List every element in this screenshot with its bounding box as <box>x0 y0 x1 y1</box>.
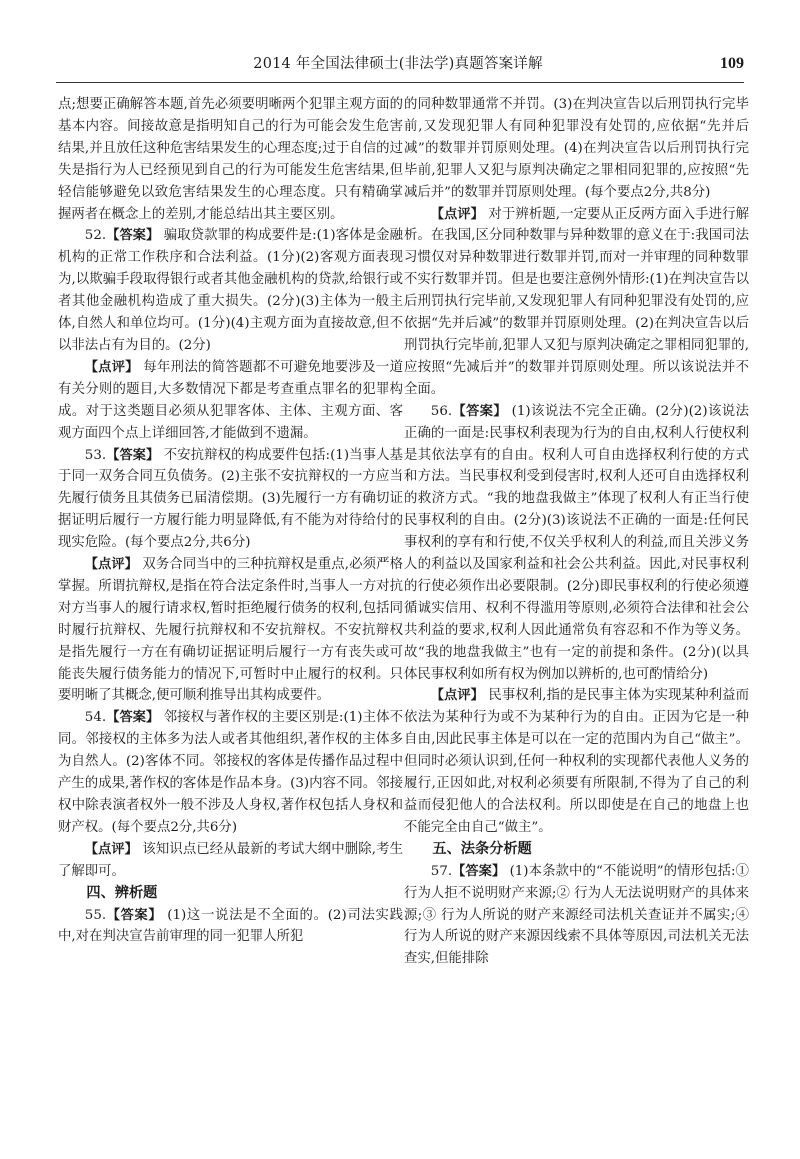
answer-tag: 【答案】 <box>106 228 160 244</box>
header-rule <box>56 82 744 83</box>
question-number: 53. <box>84 447 107 463</box>
answer-paragraph <box>58 445 403 555</box>
body-paragraph <box>58 94 403 225</box>
answer-tag: 【答案】 <box>106 907 163 923</box>
answer-paragraph <box>58 225 403 356</box>
answer-paragraph <box>404 401 749 686</box>
comment-tag: 【点评】 <box>84 841 138 857</box>
paragraph-text: 每年刑法的简答题都不可避免地要涉及一道有关分则的题目,大多数情况下都是考查重点罪名的犯罪构成。对于这类题目必须从犯罪客体、主体、主观方面、客观方面四个点上详细回答,才能做到不遗漏。 <box>58 359 404 441</box>
question-number: 54. <box>84 710 107 726</box>
page-number: 109 <box>720 55 744 72</box>
answer-tag: 【答案】 <box>106 447 160 463</box>
paragraph-text: 邻接权与著作权的主要区别是:(1)主体不同。邻接权的主体多为法人或者其他组织,著作权的主体多为自然人。(2)客体不同。邻接权的客体是传播作品过程中产生的成果,著作权的客体是作品本身。(3)内容不同。邻接权中除表演者权外一般不涉及人身权,著作权包括人身权和财产权。(每个要点2分,共6分) <box>58 710 403 835</box>
paragraph-text: (1)这一说法是不全面的。(2)司法实践中,对在判决宣告前审理的同一犯罪人所犯 <box>58 907 403 945</box>
left-column <box>58 94 403 948</box>
paragraph-text: 双务合同当中的三种抗辩权是重点,必须严格掌握。所谓抗辩权,是指在符合法定条件时,当事人一方对抗对方当事人的履行请求权,暂时拒绝履行债务的权利,包括同时履行抗辩权、先履行抗辩权和不安抗辩权。不安抗辩权是指先履行一方在有确切证据证明后履行一方有丧失或可能丧失履行债务能力的情况下,可暂时中止履行的权利。只要明晰了其概念,便可顺利推导出其构成要件。 <box>58 557 403 704</box>
answer-paragraph <box>58 707 403 838</box>
paragraph-text: 点;想要正确解答本题,首先必须要明晰两个犯罪主观方面的基本内容。间接故意是指明知自己的行为可能会发生危害结果,并且放任这种危害结果发生的心理态度;过于自信的过失是指行为人已经预见到自己的行为可能发生危害结果,但轻信能够避免以致危害结果发生的心理态度。只有精确掌握两者在概念上的差别,才能总结出其主要区别。 <box>58 97 403 222</box>
question-number: 57. <box>430 863 453 879</box>
comment-paragraph <box>404 204 749 401</box>
paragraph-text: 不安抗辩权的构成要件包括:(1)当事人基于同一双务合同互负债务。(2)主张不安抗辩权的一方应当先履行债务且其债务已届清偿期。(3)先履行一方有确切证据证明后履行一方履行能力明显降低,有不能为对待给付的现实危险。(每个要点2分,共6分) <box>58 447 403 551</box>
answer-paragraph <box>404 861 749 971</box>
paragraph-text: (1)本条款中的“不能说明”的情形包括:① 行为人拒不说明财产来源;② 行为人无法说明财产的具体来源;③ 行为人所说的财产来源经司法机关查证并不属实;④ 行为人所说的财产来源因线索不具体等原因,司法机关无法查实,但能排除 <box>404 863 749 967</box>
answer-tag: 【答案】 <box>452 863 506 879</box>
paragraph-text: 骗取贷款罪的构成要件是:(1)客体是金融机构的正常工作秩序和合法利益。(1分)(2)客观方面表现为,以欺骗手段取得银行或者其他金融机构的贷款,给银行或者其他金融机构造成了重大损失。(2分)(3)主体为一般主体,自然人和单位均可。(1分)(4)主观方面为直接故意,但不以非法占有为目的。(2分) <box>58 228 403 353</box>
answer-paragraph <box>58 905 403 949</box>
paragraph-text: 对于辨析题,一定要从正反两方面入手进行解析。在我国,区分同种数罪与异种数罪的意义在于:我国司法习惯仅对异种数罪进行数罪并罚,而对一并审理的同种数罪不实行数罪并罚。但是也要注意例外情形:(1)在判决宣告以后刑罚执行完毕前,又发现犯罪人有同种犯罪没有处罚的,应依据“先并后减”的数罪并罚原则处理。(2)在判决宣告以后刑罚执行完毕前,犯罪人又犯与原判决确定之罪相同犯罪的,应按照“先减后并”的数罪并罚原则处理。所以该说法并不全面。 <box>404 206 749 397</box>
paragraph-text: 的同种数罪通常不并罚。(3)在判决宣告以后刑罚执行完毕前,又发现犯罪人有同种犯罪没有处罚的,应依据“先并后减”的数罪并罚原则处理。(4)在判决宣告以后刑罚执行完毕前,犯罪人又犯与原判决确定之罪相同犯罪的,应按照“先减后并”的数罪并罚原则处理。(每个要点2分,共8分) <box>404 97 749 200</box>
comment-tag: 【点评】 <box>84 359 139 375</box>
answer-tag: 【答案】 <box>452 403 507 419</box>
question-number: 55. <box>84 907 107 923</box>
comment-paragraph <box>58 839 403 883</box>
comment-paragraph <box>404 685 749 838</box>
paragraph-text: 该知识点已经从最新的考试大纲中删除,考生了解即可。 <box>58 841 403 879</box>
section-heading: 五、法条分析题 <box>432 840 532 857</box>
comment-paragraph <box>58 554 403 707</box>
comment-paragraph <box>58 357 403 445</box>
comment-tag: 【点评】 <box>430 688 484 704</box>
question-number: 52. <box>84 228 107 244</box>
right-column <box>404 94 749 970</box>
page-header <box>52 54 744 80</box>
question-number: 56. <box>430 403 453 419</box>
comment-tag: 【点评】 <box>84 557 138 573</box>
answer-tag: 【答案】 <box>106 710 160 726</box>
section-heading: 四、辨析题 <box>86 884 158 901</box>
running-title: 2014 年全国法律硕士(非法学)真题答案详解 <box>253 56 543 72</box>
body-paragraph <box>404 94 749 204</box>
comment-tag: 【点评】 <box>430 206 484 222</box>
paragraph-text: 民事权利,指的是民事主体为实现某种利益而依法为某种行为或不为某种行为的自由。正因为它是一种自由,因此民事主体是可以在一定的范围内为自己“做主”。但同时必须认识到,任何一种权利的实现都代表他人义务的履行,正因如此,对权利必须要有所限制,不得为了自己的利益而侵犯他人的合法权利。所以即使是在自己的地盘上也不能完全由自己“做主”。 <box>404 688 749 835</box>
paragraph-text: (1)该说法不完全正确。(2分)(2)该说法正确的一面是:民事权利表现为行为的自由,权利人行使权利是其依法享有的自由。权利人可自由选择权利行使的方式和方法。当民事权利受到侵害时,权利人还可自由选择权利的救济方式。“我的地盘我做主”体现了权利人有正当行使民事权利的自由。(2分)(3)该说法不正确的一面是:任何民事权利的享有和行使,不仅关乎权利人的利益,而且关涉义务人的利益以及国家利益和社会公共利益。因此,对民事权利的行使必须作出必要限制。(2分)即民事权利的行使必须遵循诚实信用、权利不得滥用等原则,必须符合法律和社会公共利益的要求,权利人因此通常负有容忍和不作为等义务。故“我的地盘我做主”也有一定的前提和条件。(2分)(以具体民事权利如所有权为例加以辨析的,也可酌情给分) <box>404 403 749 682</box>
